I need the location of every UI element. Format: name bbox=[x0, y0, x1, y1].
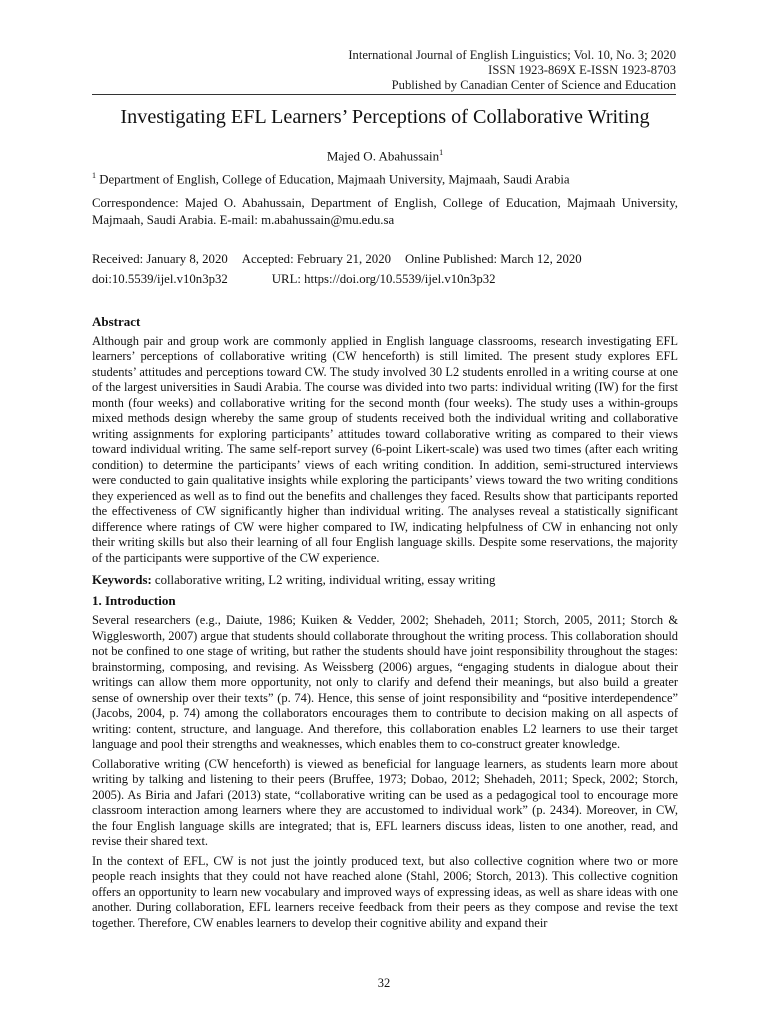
body-paragraph: Collaborative writing (CW henceforth) is viewed as beneficial for language learners, as students learn more about writing by talking and listening to their peers (Bruffee, 1973; Dobao, 2012; Shehadeh, 2011; Speck, 2002; Storch, 2005). As Biria and Jafari (2013) state, “collaborative writing can be used as a pedagogical tool to encourage more classroom interaction among learners where they are accustomed to individual work” (p. 2434). Moreover, in CW, the four English language skills are integrated; that is, EFL learners discuss ideas, listen to one another, read, and revise their shared text. bbox=[92, 756, 678, 849]
url-link[interactable]: URL: https://doi.org/10.5539/ijel.v10n3p32 bbox=[271, 271, 496, 286]
body-paragraph: Several researchers (e.g., Daiute, 1986; Kuiken & Vedder, 2002; Shehadeh, 2011; Storch, 2005, 2011; Storch & Wigglesworth, 2007) argue that students should collaborate throughout the writing process. This collaboration should not be confined to one stage of writing, but rather the students should have joint responsibility throughout the stages: brainstorming, composing, and revising. As Weissberg (2006) argues, “engaging students in dialogue about their writings can allow them more opportunity, not only to clarify and defend their meanings, but also build a greater sense of ownership over their texts” (p. 74). Hence, this sense of joint responsibility and “positive interdependence” (Jacobs, 2004, p. 74) among the collaborators encourages them to contribute to decision making on all aspects of writing: content, structure, and language. And therefore, this collaboration enables L2 learners to use their target language and pool their strengths and weaknesses, which enables them to co-construct greater knowledge. bbox=[92, 613, 678, 752]
abstract-text: Although pair and group work are commonly applied in English language classrooms, research investigating EFL learners’ perceptions of collaborative writing (CW henceforth) is still limited. The present study explores EFL students’ attitudes and perceptions toward CW. The study involved 30 L2 students enrolled in a writing course at one of the largest universities in Saudi Arabia. The course was divided into two parts: individual writing (IW) for the first month (four weeks) and collaborative writing for the second month (four weeks). The study uses a within-groups mixed methods design whereby the same group of students received both the individual writing and collaborative writing assignments for exploring participants’ attitudes toward collaborative writing as compared to their views toward individual writing. The same self-report survey (6-point Likert-scale) was used two times (after each writing condition) to determine the participants’ views of each writing condition. In addition, semi-structured interviews were conducted to gain qualitative insights while exploring the participants’ views toward the two writing conditions they experienced as well as to find out the benefits and challenges they faced. Results show that participants reported the effectiveness of CW significantly higher than individual writing. The analyses reveal a statistically significant difference where ratings of CW were higher compared to IW, indicating helpfulness of CW in enhancing not only their writing skills but also their learning of all four English language skills. Despite some reservations, the majority of the participants were supportive of the CW experience. bbox=[92, 333, 678, 565]
accepted-date: Accepted: February 21, 2020 bbox=[241, 251, 392, 266]
published-date: Online Published: March 12, 2020 bbox=[405, 251, 582, 266]
journal-title-line: International Journal of English Linguistics; Vol. 10, No. 3; 2020 bbox=[348, 48, 676, 62]
header-rule bbox=[92, 94, 676, 95]
received-date: Received: January 8, 2020 bbox=[92, 251, 228, 266]
abstract-heading: Abstract bbox=[92, 313, 141, 329]
journal-publisher-line: Published by Canadian Center of Science and Education bbox=[391, 78, 676, 92]
author-name: Majed O. Abahussain bbox=[326, 148, 440, 164]
affiliation bbox=[92, 167, 678, 188]
journal-header bbox=[348, 48, 676, 93]
journal-issn-line: ISSN 1923-869X E-ISSN 1923-8703 bbox=[488, 63, 676, 77]
keywords-label: Keywords: bbox=[92, 573, 152, 588]
section-heading: 1. Introduction bbox=[92, 593, 176, 609]
correspondence: Correspondence: Majed O. Abahussain, Department of English, College of Education, Majmaah University, Majmaah, Saudi Arabia. E-mail: m.abahussain@mu.edu.sa bbox=[92, 195, 678, 227]
paper-title: Investigating EFL Learners’ Perceptions of Collaborative Writing bbox=[120, 106, 650, 128]
author-line bbox=[92, 144, 678, 164]
paper-content bbox=[92, 104, 678, 931]
keywords bbox=[92, 572, 678, 588]
author-superscript: 1 bbox=[439, 148, 444, 157]
affiliation-superscript: 1 bbox=[92, 171, 96, 181]
dates-row bbox=[92, 249, 678, 269]
keywords-text: collaborative writing, L2 writing, individual writing, essay writing bbox=[151, 573, 496, 588]
affiliation-text: Department of English, College of Education, Majmaah University, Majmaah, Saudi Arabia bbox=[99, 172, 570, 187]
doi-text: doi:10.5539/ijel.v10n3p32 bbox=[92, 271, 228, 286]
doi-row bbox=[92, 269, 678, 289]
page-number: 32 bbox=[377, 976, 391, 990]
body-paragraph: In the context of EFL, CW is not just the jointly produced text, but also collective cognition where two or more people reach insights that they could not have reached alone (Stahl, 2006; Storch, 2013). This collective cognition offers an opportunity to learn new vocabulary and improved ways of expressing ideas, as well as share ideas with one another. During collaboration, EFL learners receive feedback from their peers as they compose and revise the text together. Therefore, CW enables learners to develop their cognitive ability and expand their bbox=[92, 853, 678, 930]
